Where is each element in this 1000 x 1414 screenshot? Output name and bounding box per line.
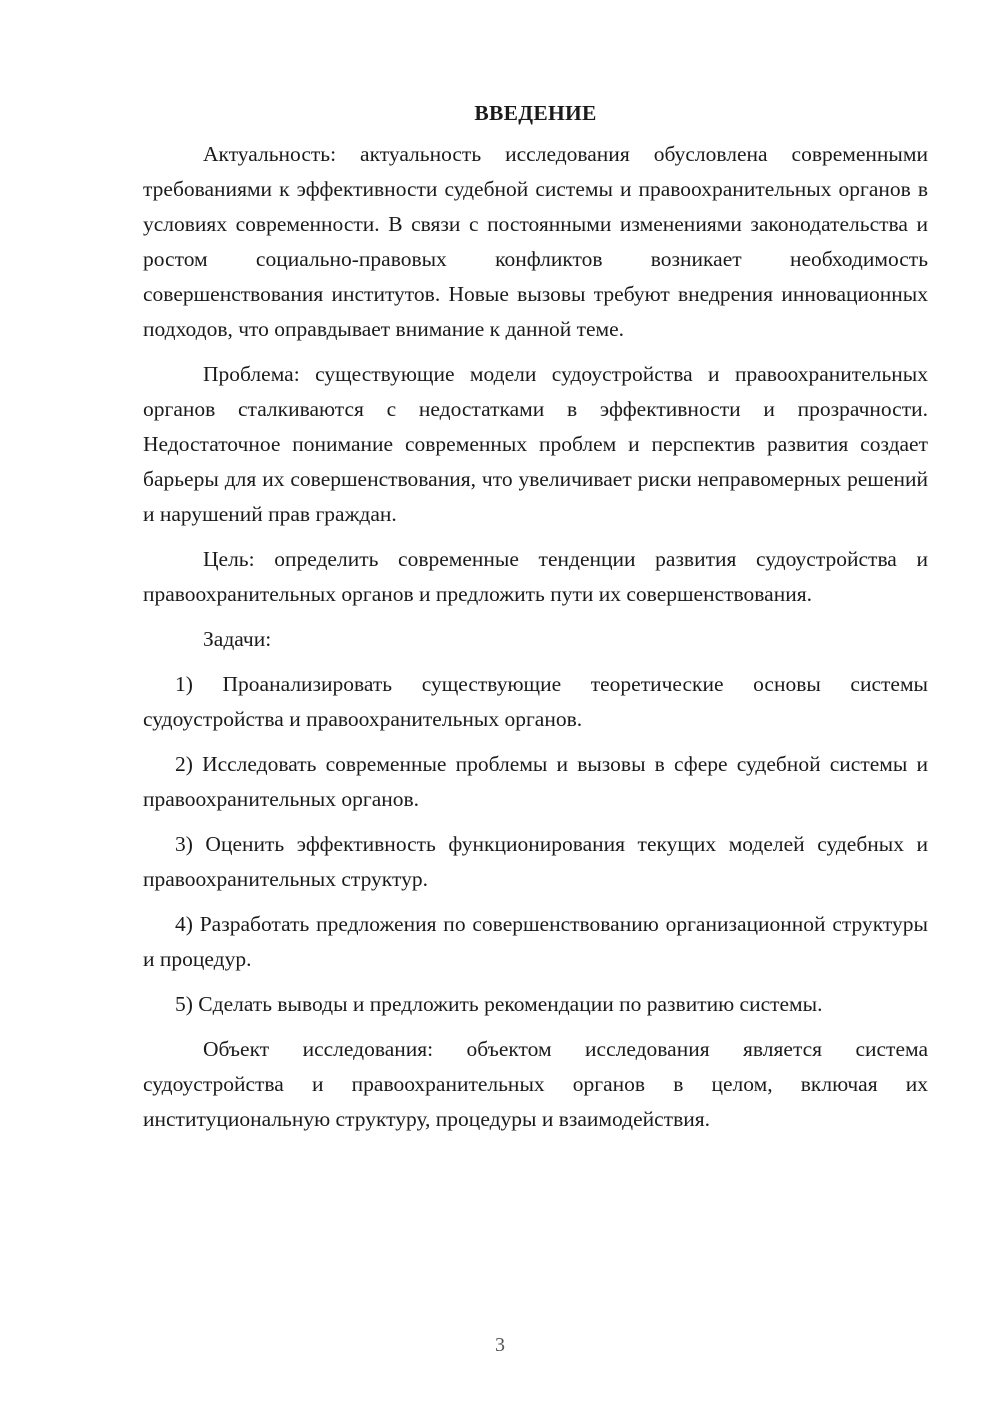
object-paragraph: Объект исследования: объектом исследования является система судоустройства и правоохранительных органов в целом, включая их институциональную структуру, процедуры и взаимодействия. [143, 1037, 928, 1131]
tasks-list [143, 667, 928, 1022]
section-title: ВВЕДЕНИЕ [474, 101, 597, 125]
task-item-1: 1) Проанализировать существующие теоретические основы системы судоустройства и правоохранительных органов. [143, 672, 928, 731]
tasks-label: Задачи: [203, 627, 272, 651]
document-page [143, 96, 928, 1147]
task-item-4: 4) Разработать предложения по совершенствованию организационной структуры и процедур. [143, 912, 928, 971]
problem-paragraph: Проблема: существующие модели судоустройства и правоохранительных органов сталкиваются с недостатками в эффективности и прозрачности. Недостаточное понимание современных проблем и перспектив развития создает барьеры для их совершенствования, что увеличивает риски неправомерных решений и нарушений прав граждан. [143, 362, 928, 526]
page-number: 3 [495, 1334, 505, 1356]
goal-paragraph: Цель: определить современные тенденции развития судоустройства и правоохранительных органов и предложить пути их совершенствования. [143, 547, 928, 606]
relevance-paragraph: Актуальность: актуальность исследования обусловлена современными требованиями к эффективности судебной системы и правоохранительных органов в условиях современности. В связи с постоянными изменениями законодательства и ростом социально-правовых конфликтов возникает необходимость совершенствования институтов. Новые вызовы требуют внедрения инновационных подходов, что оправдывает внимание к данной теме. [143, 142, 928, 341]
task-item-3: 3) Оценить эффективность функционирования текущих моделей судебных и правоохранительных структур. [143, 832, 928, 891]
task-item-5: 5) Сделать выводы и предложить рекомендации по развитию системы. [175, 992, 823, 1016]
task-item-2: 2) Исследовать современные проблемы и вызовы в сфере судебной системы и правоохранительных органов. [143, 752, 928, 811]
